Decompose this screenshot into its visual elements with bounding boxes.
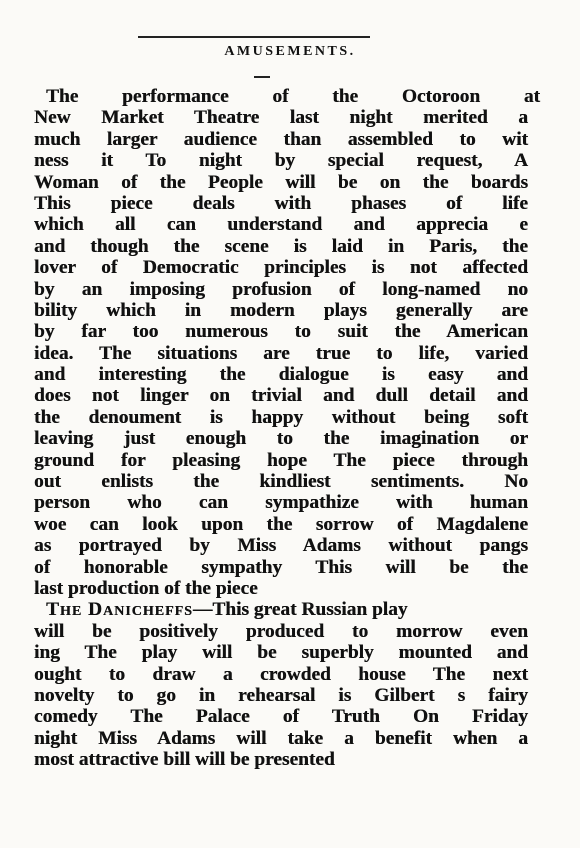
text-line: will be positively produced to morrow even xyxy=(34,620,528,642)
text-line: New Market Theatre last night merited a xyxy=(34,107,528,129)
text-line: lover of Democratic principles is not affected xyxy=(34,257,528,279)
text-line: the denoument is happy without being soft xyxy=(34,406,528,428)
text-line: which all can understand and apprecia e xyxy=(34,214,528,236)
text-line: ness it To night by special request, A xyxy=(34,150,528,172)
text-line: comedy The Palace of Truth On Friday xyxy=(34,706,528,728)
heading-rule xyxy=(254,76,270,78)
text-line: The performance of the Octoroon at xyxy=(46,86,540,107)
text-line: as portrayed by Miss Adams without pangs xyxy=(34,535,528,557)
text-line: ing The play will be superbly mounted and xyxy=(34,642,528,664)
text-fragment: —This great Russian play xyxy=(192,599,408,621)
text-line: woe can look upon the sorrow of Magdalene xyxy=(34,513,528,535)
text-line: ought to draw a crowded house The next xyxy=(34,663,528,685)
text-line: last production of the piece xyxy=(34,577,258,599)
play-title: The Danicheffs xyxy=(46,599,193,621)
text-line: does not linger on trivial and dull detail and xyxy=(34,385,528,407)
text-line: and interesting the dialogue is easy and xyxy=(34,364,528,386)
paragraph2-first-line xyxy=(34,599,534,620)
top-rule xyxy=(138,36,370,38)
article-body xyxy=(34,86,540,771)
text-line: ground for pleasing hope The piece through xyxy=(34,449,528,471)
text-line: novelty to go in rehearsal is Gilbert s fairy xyxy=(34,684,528,706)
text-line: idea. The situations are true to life, varied xyxy=(34,342,528,364)
text-line: much larger audience than assembled to wit xyxy=(34,128,528,150)
text-line: by far too numerous to suit the American xyxy=(34,321,528,343)
text-line: night Miss Adams will take a benefit when a xyxy=(34,727,528,749)
text-line: leaving just enough to the imagination or xyxy=(34,428,528,450)
text-line: Woman of the People will be on the boards xyxy=(34,171,528,193)
text-line: most attractive bill will be presented xyxy=(34,749,335,771)
text-line: bility which in modern plays generally are xyxy=(34,299,528,321)
text-line: of honorable sympathy This will be the xyxy=(34,556,528,578)
article-heading: AMUSEMENTS. xyxy=(224,44,356,59)
text-line: and though the scene is laid in Paris, the xyxy=(34,235,528,257)
text-line: out enlists the kindliest sentiments. No xyxy=(34,471,528,493)
text-line: This piece deals with phases of life xyxy=(34,192,528,214)
text-line: person who can sympathize with human xyxy=(34,492,528,514)
text-line: by an imposing profusion of long-named no xyxy=(34,278,528,300)
